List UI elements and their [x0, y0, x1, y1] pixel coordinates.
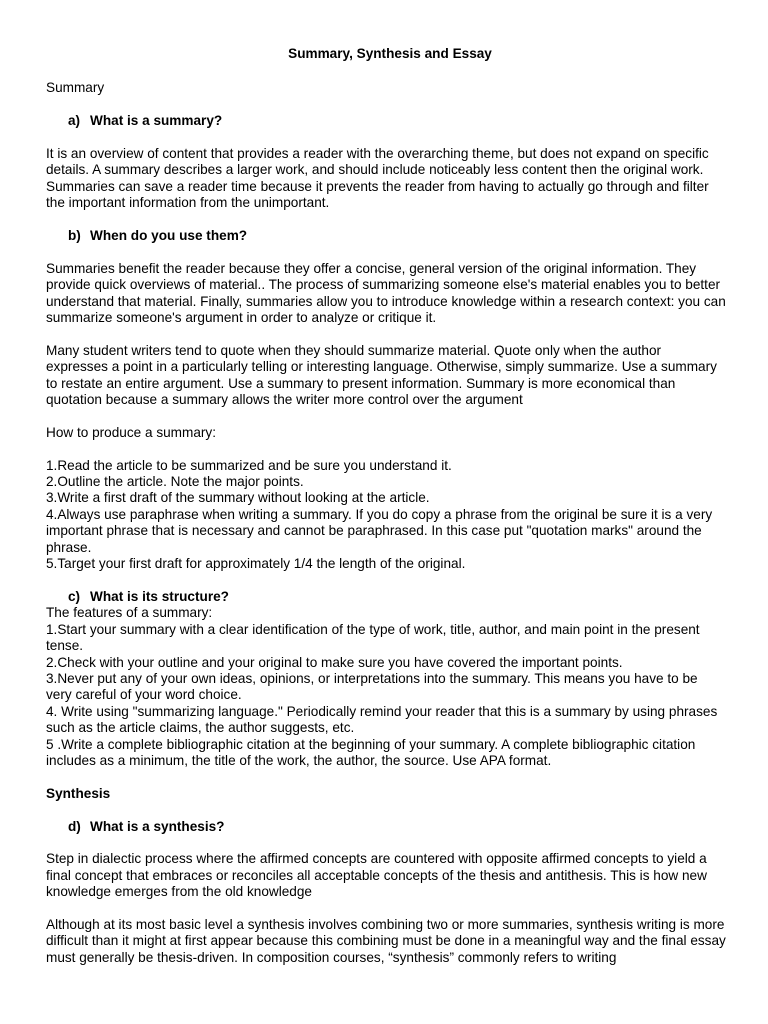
- list-item: 4.Always use paraphrase when writing a summary. If you do copy a phrase from the original be sure it is a very important phrase that is necessary and cannot be paraphrased. In this case put "quotation marks" around the phrase.: [46, 506, 713, 555]
- heading-letter: b): [68, 228, 81, 244]
- list-item: 3.Write a first draft of the summary without looking at the article.: [46, 490, 430, 506]
- section-label-summary: Summary: [46, 80, 105, 96]
- how-to-label: How to produce a summary:: [46, 424, 216, 440]
- document-title: Summary, Synthesis and Essay: [288, 46, 492, 61]
- features-list: [46, 622, 726, 770]
- list-item: 5.Target your first draft for approximately 1/4 the length of the original.: [46, 556, 466, 572]
- heading-what-is-summary: [68, 113, 726, 129]
- paragraph-quote-vs-summarize: Many student writers tend to quote when they should summarize material. Quote only when the author expresses a point in a particularly telling or interesting language. Otherwise, simply summarize. Use a summary to restate an entire argument. Use a summary to present information. Summary is more economical than quotation because a summary allows the writer more control over the argument: [46, 342, 717, 408]
- heading-what-is-synthesis: [68, 819, 726, 835]
- heading-text: What is a synthesis?: [90, 818, 225, 834]
- heading-text: When do you use them?: [90, 228, 248, 244]
- heading-letter: a): [68, 113, 81, 129]
- heading-letter: d): [68, 818, 81, 834]
- heading-text: What is its structure?: [90, 588, 229, 604]
- section-label-synthesis: Synthesis: [46, 785, 111, 801]
- list-item: 5 .Write a complete bibliographic citation at the beginning of your summary. A complete bibliographic citation includes as a minimum, the title of the work, the author, the source. Use APA format.: [46, 736, 696, 768]
- paragraph-summary-definition: It is an overview of content that provides a reader with the overarching theme, but does not expand on specific details. A summary describes a larger work, and should include noticeably less content then the original work. Summaries can save a reader time because it prevents the reader from having to actually go through and filter the important information from the unimportant.: [46, 146, 709, 211]
- list-item: 2.Check with your outline and your original to make sure you have covered the important points.: [46, 654, 623, 670]
- paragraph-synthesis-definition: Step in dialectic process where the affirmed concepts are countered with opposite affirmed concepts to yield a final concept that embraces or reconciles all acceptable concepts of the thesis and antithesis. This is how new knowledge emerges from the old knowledge: [46, 851, 707, 900]
- heading-letter: c): [68, 588, 81, 604]
- heading-when-to-use: [68, 228, 726, 244]
- how-to-steps-list: [46, 458, 726, 573]
- list-item: 2.Outline the article. Note the major points.: [46, 474, 304, 490]
- paragraph-summary-benefits: Summaries benefit the reader because they offer a concise, general version of the original information. They provide quick overviews of material.. The process of summarizing someone else's material enables you to better understand that material. Finally, summaries allow you to introduce knowledge within a research context: you can summarize someone's argument in order to analyze or critique it.: [46, 260, 726, 326]
- paragraph-synthesis-writing: Although at its most basic level a synthesis involves combining two or more summaries, synthesis writing is more difficult than it might at first appear because this combining must be done in a meaningful way and the final essay must generally be thesis-driven. In composition courses, “synthesis” commonly refers to writing: [46, 916, 726, 965]
- list-item: 1.Start your summary with a clear identification of the type of work, title, author, and main point in the present tense.: [46, 621, 700, 654]
- heading-structure: [68, 589, 726, 605]
- list-item: 1.Read the article to be summarized and be sure you understand it.: [46, 457, 452, 473]
- heading-text: What is a summary?: [90, 113, 223, 129]
- list-item: 3.Never put any of your own ideas, opinions, or interpretations into the summary. This means you have to be very careful of your word choice.: [46, 670, 698, 703]
- list-item: 4. Write using "summarizing language." Periodically remind your reader that this is a summary by using phrases such as the article claims, the author suggests, etc.: [46, 703, 718, 736]
- features-label: The features of a summary:: [46, 605, 213, 621]
